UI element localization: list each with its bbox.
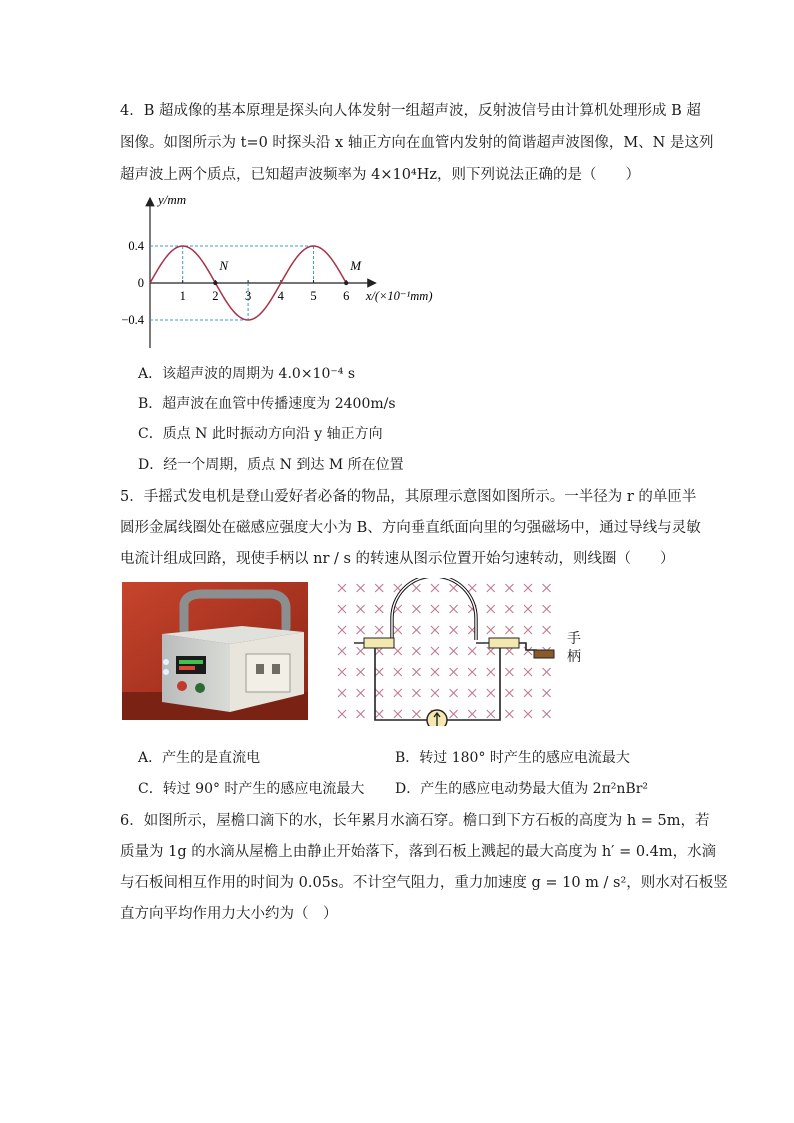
field-cross-mark [431, 668, 439, 676]
field-cross-mark [357, 689, 365, 697]
field-cross-mark [375, 710, 383, 718]
q6-stem-line-3: 与石板间相互作用的时间为 0.05s。不计空气阻力，重力加速度 g = 10 m / s²，则水对石板竖 [120, 875, 728, 891]
field-cross-mark [543, 689, 551, 697]
q5-option-b: B．转过 180° 时产生的感应电流最大 [395, 750, 630, 766]
field-cross-mark [450, 710, 458, 718]
q4-stem-line-2: 图像。如图所示为 t=0 时探头沿 x 轴正方向在血管内发射的简谐超声波图像，M、N 是这列 [120, 135, 714, 151]
field-cross-mark [394, 689, 402, 697]
field-cross-mark [487, 584, 495, 592]
generator-schematic [324, 578, 594, 726]
field-cross-mark [468, 647, 476, 655]
field-cross-mark [338, 605, 346, 613]
x-tick-label: 4 [277, 289, 284, 303]
generator-photo [122, 582, 308, 720]
crank-arm [519, 643, 536, 655]
left-brush [364, 638, 394, 648]
field-cross-mark [487, 605, 495, 613]
q5-option-c: C．转过 90° 时产生的感应电流最大 [138, 781, 365, 797]
q5-option-d: D．产生的感应电动势最大值为 2π²nBr² [395, 781, 649, 797]
q4-stem-line-1: 4．B 超成像的基本原理是探头向人体发射一组超声波，反射波信号由计算机处理形成 B 超 [120, 103, 701, 119]
field-cross-mark [505, 605, 513, 613]
field-cross-mark [357, 710, 365, 718]
field-cross-mark [543, 668, 551, 676]
field-cross-mark [375, 668, 383, 676]
y-axis-label: y/mm [158, 192, 187, 207]
field-cross-mark [412, 647, 420, 655]
field-cross-mark [487, 668, 495, 676]
field-cross-mark [450, 626, 458, 634]
field-cross-mark [394, 710, 402, 718]
field-cross-mark [450, 668, 458, 676]
field-cross-mark [524, 710, 532, 718]
field-cross-mark [524, 668, 532, 676]
x-axis-label: x/(×10⁻¹mm) [365, 289, 433, 303]
field-cross-mark [412, 626, 420, 634]
field-cross-mark [524, 689, 532, 697]
field-cross-mark [487, 710, 495, 718]
q4-option-d: D．经一个周期，质点 N 到达 M 所在位置 [138, 457, 404, 473]
x-tick-label: 2 [212, 289, 219, 303]
field-cross-mark [468, 710, 476, 718]
field-cross-mark [505, 584, 513, 592]
q4-stem-line-3: 超声波上两个质点，已知超声波频率为 4×10⁴Hz，则下列说法正确的是（ ） [120, 167, 641, 183]
field-cross-mark [543, 605, 551, 613]
field-cross-mark [375, 689, 383, 697]
field-cross-mark [412, 584, 420, 592]
magnetic-field-marks [338, 584, 551, 718]
field-cross-mark [412, 689, 420, 697]
q5-stem-line-3: 电流计组成回路，现使手柄以 nr / s 的转速从图示位置开始匀速转动，则线圈（ ） [120, 551, 675, 567]
field-cross-mark [468, 689, 476, 697]
field-cross-mark [338, 647, 346, 655]
point-label-n: N [219, 258, 229, 273]
y-tick-label: 0.4 [128, 239, 144, 253]
field-cross-mark [487, 626, 495, 634]
q5-stem-line-2: 圆形金属线圈处在磁感应强度大小为 B、方向垂直纸面向里的匀强磁场中，通过导线与灵敏 [120, 520, 701, 536]
field-cross-mark [505, 668, 513, 676]
point-n [213, 281, 217, 285]
field-cross-mark [468, 668, 476, 676]
field-cross-mark [450, 584, 458, 592]
field-cross-mark [524, 626, 532, 634]
field-cross-mark [431, 689, 439, 697]
field-cross-mark [338, 689, 346, 697]
field-cross-mark [357, 647, 365, 655]
field-cross-mark [357, 668, 365, 676]
x-tick-label: 5 [310, 289, 317, 303]
handle-label: 手柄 [567, 631, 581, 665]
field-cross-mark [394, 647, 402, 655]
field-cross-mark [357, 626, 365, 634]
field-cross-mark [450, 647, 458, 655]
wave-chart [120, 190, 450, 355]
x-tick-label: 3 [244, 289, 252, 303]
right-brush [489, 638, 519, 648]
field-cross-mark [450, 605, 458, 613]
y-tick-label: 0 [137, 276, 144, 290]
galvanometer-icon [427, 710, 447, 726]
field-cross-mark [338, 626, 346, 634]
field-cross-mark [543, 584, 551, 592]
y-tick-label: −0.4 [121, 313, 144, 327]
q6-stem-line-4: 直方向平均作用力大小约为（ ） [120, 906, 338, 922]
field-cross-mark [450, 689, 458, 697]
field-cross-mark [505, 626, 513, 634]
field-cross-mark [394, 626, 402, 634]
field-cross-mark [338, 584, 346, 592]
field-cross-mark [505, 689, 513, 697]
field-cross-mark [412, 668, 420, 676]
field-cross-mark [412, 710, 420, 718]
field-cross-mark [487, 689, 495, 697]
field-cross-mark [524, 605, 532, 613]
field-cross-mark [375, 626, 383, 634]
q6-stem-line-2: 质量为 1g 的水滴从屋檐上由静止开始落下，落到石板上溅起的最大高度为 h′ = 0.4m，水滴 [120, 844, 717, 860]
x-tick-label: 1 [179, 289, 186, 303]
field-cross-mark [543, 710, 551, 718]
crank-handle [534, 650, 554, 658]
q5-option-a: A．产生的是直流电 [138, 750, 261, 766]
x-tick-label: 6 [343, 289, 350, 303]
q4-option-c: C．质点 N 此时振动方向沿 y 轴正方向 [138, 426, 383, 442]
field-cross-mark [543, 626, 551, 634]
field-cross-mark [431, 605, 439, 613]
field-cross-mark [431, 647, 439, 655]
q6-stem-line-1: 6．如图所示，屋檐口滴下的水，长年累月水滴石穿。檐口到下方石板的高度为 h = 5m，若 [120, 813, 710, 829]
field-cross-mark [357, 605, 365, 613]
field-cross-mark [412, 605, 420, 613]
field-cross-mark [468, 584, 476, 592]
q4-option-a: A．该超声波的周期为 4.0×10⁻⁴ s [138, 366, 356, 382]
field-cross-mark [375, 584, 383, 592]
q5-stem-line-1: 5．手摇式发电机是登山爱好者必备的物品，其原理示意图如图所示。一半径为 r 的单匝半 [120, 489, 697, 505]
field-cross-mark [431, 626, 439, 634]
field-cross-mark [338, 710, 346, 718]
field-cross-mark [431, 584, 439, 592]
point-m [344, 281, 348, 285]
field-cross-mark [375, 605, 383, 613]
field-cross-mark [357, 584, 365, 592]
field-cross-mark [394, 668, 402, 676]
field-cross-mark [524, 584, 532, 592]
point-label-m: M [350, 258, 362, 273]
field-cross-mark [338, 668, 346, 676]
field-cross-mark [505, 710, 513, 718]
q4-option-b: B．超声波在血管中传播速度为 2400m/s [138, 396, 396, 412]
